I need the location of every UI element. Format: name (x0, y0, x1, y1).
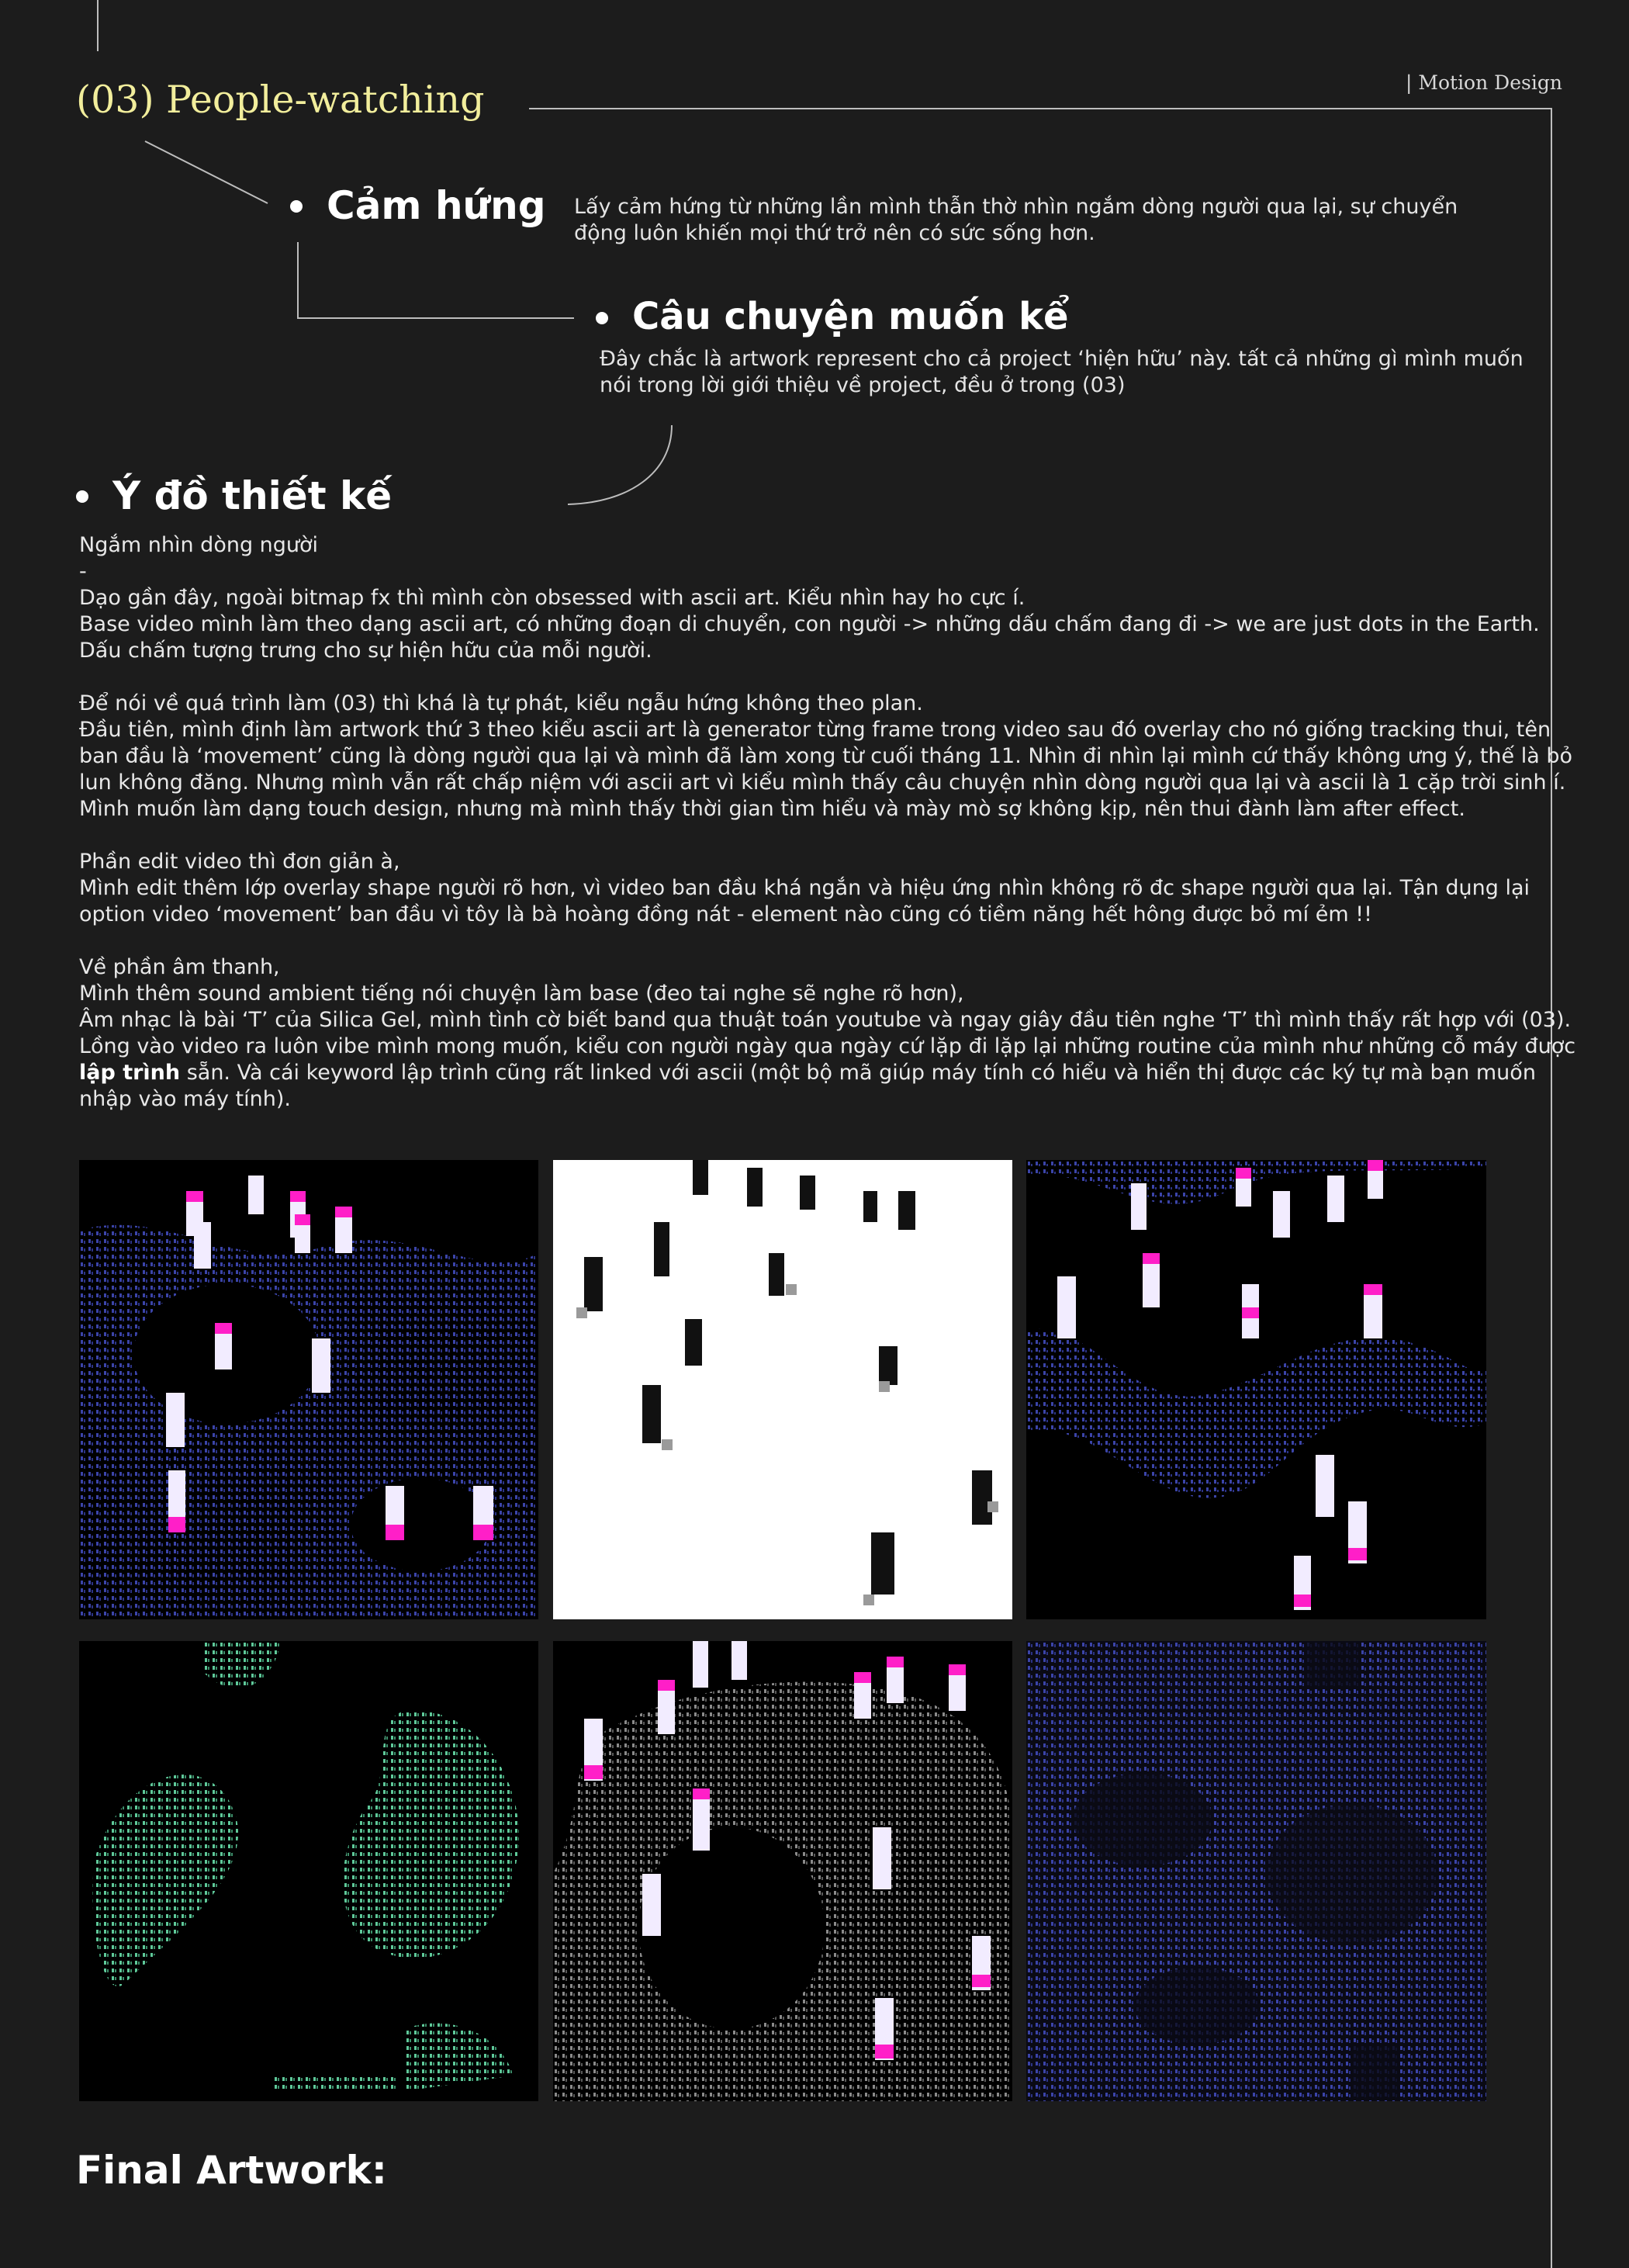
artwork-frame-6 (1026, 1641, 1486, 2101)
inspiration-heading: Cảm hứng (327, 183, 546, 228)
bold-phrase: lập trình (79, 1061, 181, 1085)
inspiration-text: Lấy cảm hứng từ những lần mình thẫn thờ nhìn ngắm dòng người qua lại, sự chuyển động luôn khiến mọi thứ trở nên có sức sống hơn. (574, 195, 1458, 245)
body-line: Mình muốn làm dạng touch design, nhưng mà mình thấy thời gian tìm hiểu và mày mò sợ không kịp, nên thui đành làm after effect. (79, 797, 1465, 821)
body-line (79, 928, 1553, 954)
body-line: - (79, 559, 87, 583)
artwork-frame-3 (1026, 1160, 1486, 1619)
artwork-frame-2 (553, 1160, 1012, 1619)
body-line: Mình edit thêm lớp overlay shape người rõ hơn, vì video ban đầu khá ngắn và hiệu ứng nhìn không rõ đc shape người qua lại. Tận dụng lại (79, 876, 1530, 900)
body-line: Mình thêm sound ambient tiếng nói chuyện làm base (đeo tai nghe sẽ nghe rõ hơn), (79, 982, 964, 1006)
artwork-frame-1 (79, 1160, 538, 1619)
story-text: Đây chắc là artwork represent cho cả project ‘hiện hữu’ này. tất cả những gì mình muốn nói trong lời giới thiệu về project, đều ở trong (03) (600, 347, 1524, 397)
design-intent-heading: Ý đồ thiết kế (112, 473, 393, 518)
body-line: Ngắm nhìn dòng người (79, 533, 319, 557)
bullet-dot (290, 200, 303, 213)
body-line: nhập vào máy tính). (79, 1087, 291, 1111)
body-line-rest: sẵn. Và cái keyword lập trình cũng rất linked với ascii (một bộ mã giúp máy tính có hiểu và hiển thị được các ký tự mà bạn muốn (180, 1061, 1536, 1085)
final-artwork-label: Final Artwork: (76, 2148, 387, 2193)
body-line: Phần edit video thì đơn giản à, (79, 850, 400, 874)
artwork-frame-4 (79, 1641, 538, 2101)
section-label: | Motion Design (1406, 71, 1562, 94)
body-line: Đầu tiên, mình định làm artwork thứ 3 theo kiểu ascii art là generator từng frame trong video sau đó overlay cho nó giống tracking thui, tên (79, 718, 1551, 742)
project-title: (03) People-watching (76, 78, 485, 122)
design-intent-body (79, 532, 1576, 1113)
body-line: Dấu chấm tượng trưng cho sự hiện hữu của mỗi người. (79, 639, 652, 663)
body-line: Dạo gần đây, ngoài bitmap fx thì mình còn obsessed with ascii art. Kiểu nhìn hay ho cực í. (79, 586, 1025, 610)
story-heading: Câu chuyện muốn kể (632, 295, 1069, 338)
body-line: Lồng vào video ra luôn vibe mình mong muốn, kiểu con người ngày qua ngày cứ lặp đi lặp lại những routine của mình như những cỗ máy được (79, 1034, 1576, 1058)
bullet-dot (596, 312, 608, 324)
body-line: Base video mình làm theo dạng ascii art, có những đoạn di chuyển, con người -> những dấu chấm đang đi -> we are just dots in the Earth. (79, 612, 1540, 636)
artwork-frame-5 (553, 1641, 1012, 2101)
body-line (79, 664, 1553, 691)
body-line: lun không đăng. Nhưng mình vẫn rất chấp niệm với ascii art vì kiểu mình thấy câu chuyện nhìn dòng người qua lại và ascii là 1 cặp trời sinh í. (79, 770, 1566, 795)
body-line: Âm nhạc là bài ‘T’ của Silica Gel, mình tình cờ biết band qua thuật toán youtube và ngay giây đầu tiên nghe ‘T’ thì mình thấy rất hợp với (03). (79, 1008, 1572, 1032)
body-line (79, 822, 1553, 849)
body-line: Về phần âm thanh, (79, 955, 280, 979)
body-line: Để nói về quá trình làm (03) thì khá là tự phát, kiểu ngẫu hứng không theo plan. (79, 691, 923, 715)
bullet-dot (76, 490, 88, 503)
body-line: ban đầu là ‘movement’ cũng là dòng người qua lại và mình đã làm xong từ cuối tháng 11. Nhìn đi nhìn lại mình cứ thấy không ưng ý, thế là bỏ (79, 744, 1573, 768)
body-line: option video ‘movement’ ban đầu vì tôy là bà hoàng đồng nát - element nào cũng có tiềm năng hết hông được bỏ mí ẻm !! (79, 902, 1372, 926)
body-line (79, 1060, 1553, 1086)
